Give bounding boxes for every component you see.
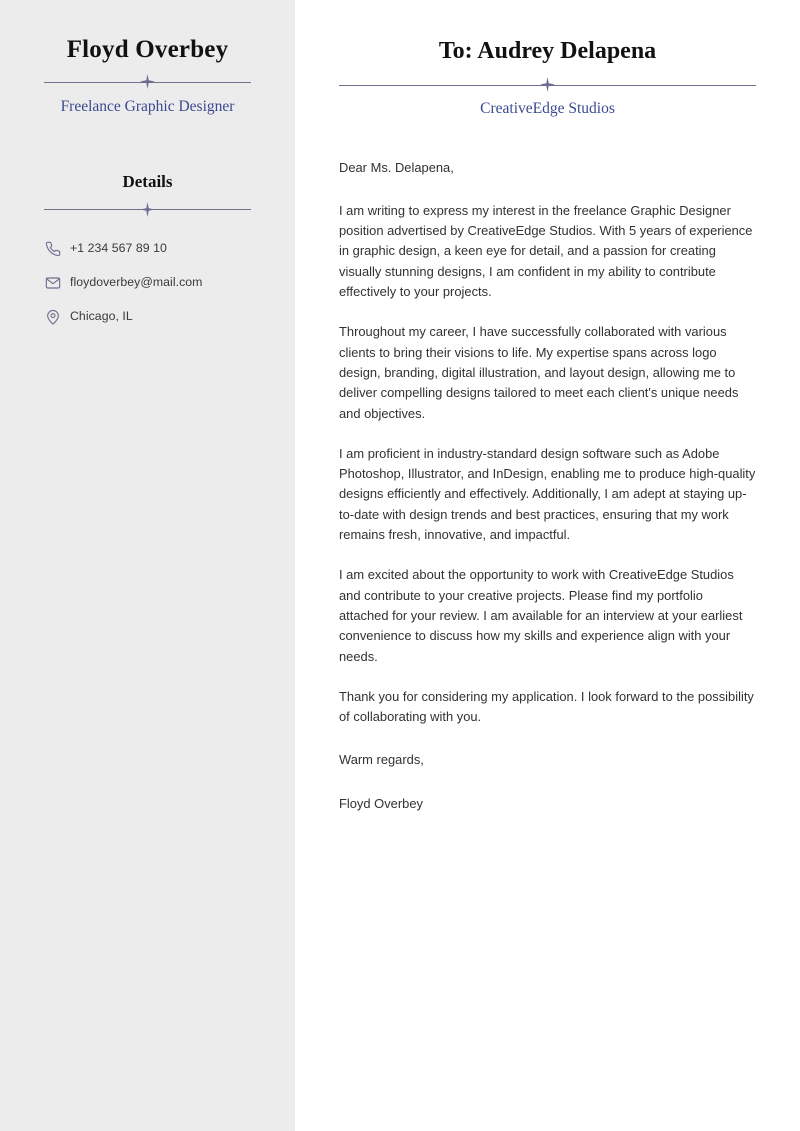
contact-value: Chicago, IL [70,308,133,323]
body-paragraph-1: I am writing to express my interest in the freelance Graphic Designer position advertised by CreativeEdge Studios. With 5 years of experience in graphic design, a keen eye for detail, and a passion for creating visually stunning designs, I am confident in my ability to contribute effectively to your projects. [339,202,753,300]
applicant-name: Floyd Overbey [66,36,229,63]
contact-value: +1 234 567 89 10 [70,240,167,255]
recipient-divider [339,76,756,94]
letter-content [295,0,800,1131]
phone-icon [44,240,61,257]
body-paragraph-3: I am proficient in industry-standard design software such as Adobe Photoshop, Illustrator, and InDesign, enabling me to produce high-quality designs efficiently and effectively. Additionally, I am adept at staying up-to-date with design trends and best practices, ensuring that my work remains fresh, innovative, and impactful. [339,445,756,543]
closing-line: Thank you for considering my application. I look forward to the possibility of collaborating with you. [339,688,754,725]
company-name: CreativeEdge Studios [480,99,615,117]
body-paragraph-2: Throughout my career, I have successfully collaborated with various clients to bring their visions to life. My expertise spans across logo design, branding, digital illustration, and layout design, allowing me to deliver compelling designs tailored to meet each client's unique needs and objectives. [339,324,739,421]
details-divider [44,200,251,218]
signature-name: Floyd Overbey [339,795,423,811]
contact-item-phone [44,240,251,257]
name-divider [44,73,251,91]
contact-item-location [44,308,251,325]
signoff: Warm regards, [339,752,424,768]
salutation: Dear Ms. Delapena, [339,159,454,175]
recipient-heading: To: Audrey Delapena [438,38,657,64]
star-ornament-icon [540,77,555,92]
star-ornament-icon [140,74,155,89]
contact-list [44,240,251,325]
email-icon [44,274,61,291]
contact-value: floydoverbey@mail.com [70,274,203,289]
body-paragraph-4: I am excited about the opportunity to work with CreativeEdge Studios and contribute to your creative projects. Please find my portfolio attached for your review. I am available for an interview at your earliest convenience to discuss how my skills and experience align with your needs. [339,567,743,664]
sidebar [0,0,295,1131]
location-icon [44,308,61,325]
applicant-role: Freelance Graphic Designer [60,97,235,115]
letter-body [339,158,756,814]
star-ornament-icon [140,202,155,217]
contact-item-email [44,274,251,291]
details-heading: Details [122,172,173,192]
